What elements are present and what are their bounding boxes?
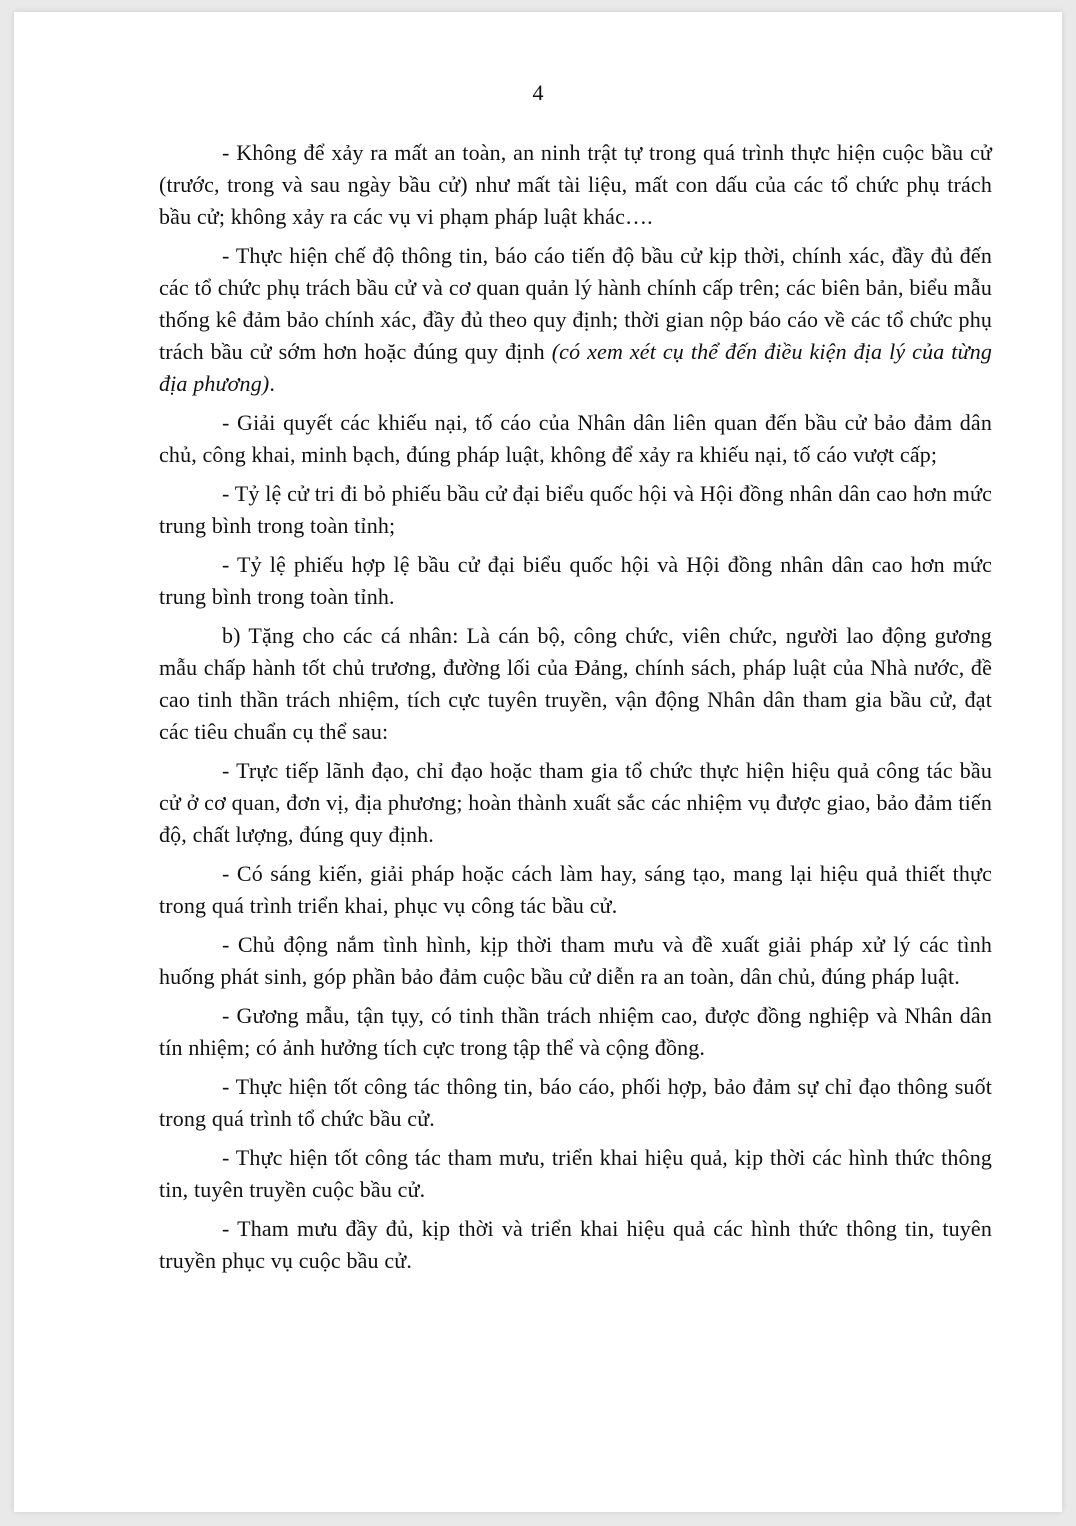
- paragraph-italic-note: (có xem xét cụ thể đến điều kiện địa lý của từng địa phương): [159, 339, 992, 396]
- paragraph: - Không để xảy ra mất an toàn, an ninh trật tự trong quá trình thực hiện cuộc bầu cử (trước, trong và sau ngày bầu cử) như mất tài liệu, mất con dấu của các tổ chức phụ trách bầu cử; không xảy ra các vụ vi phạm pháp luật khác….: [159, 140, 992, 229]
- paragraph: - Giải quyết các khiếu nại, tố cáo của Nhân dân liên quan đến bầu cử bảo đảm dân chủ, công khai, minh bạch, đúng pháp luật, không để xảy ra khiếu nại, tố cáo vượt cấp;: [159, 410, 992, 467]
- paragraph: - Gương mẫu, tận tụy, có tinh thần trách nhiệm cao, được đồng nghiệp và Nhân dân tín nhiệm; có ảnh hưởng tích cực trong tập thể và cộng đồng.: [159, 1003, 992, 1060]
- paragraph: - Chủ động nắm tình hình, kịp thời tham mưu và đề xuất giải pháp xử lý các tình huống phát sinh, góp phần bảo đảm cuộc bầu cử diễn ra an toàn, dân chủ, đúng pháp luật.: [159, 932, 992, 989]
- page-number: 4: [532, 80, 544, 105]
- paragraph-ending: .: [269, 371, 275, 396]
- paragraph-text: - Thực hiện chế độ thông tin, báo cáo tiến độ bầu cử kịp thời, chính xác, đầy đủ đến các tổ chức phụ trách bầu cử và cơ quan quản lý hành chính cấp trên; các biên bản, biểu mẫu thống kê đảm bảo chính xác, đầy đủ theo quy định; thời gian nộp báo cáo về các tổ chức phụ trách bầu cử sớm hơn hoặc đúng quy định: [159, 243, 992, 364]
- paragraph: - Tỷ lệ phiếu hợp lệ bầu cử đại biểu quốc hội và Hội đồng nhân dân cao hơn mức trung bình trong toàn tỉnh.: [159, 552, 992, 609]
- paragraph: - Có sáng kiến, giải pháp hoặc cách làm hay, sáng tạo, mang lại hiệu quả thiết thực trong quá trình triển khai, phục vụ công tác bầu cử.: [159, 861, 992, 918]
- paragraph: - Trực tiếp lãnh đạo, chỉ đạo hoặc tham gia tổ chức thực hiện hiệu quả công tác bầu cử ở cơ quan, đơn vị, địa phương; hoàn thành xuất sắc các nhiệm vụ được giao, bảo đảm tiến độ, chất lượng, đúng quy định.: [159, 758, 992, 847]
- document-body: [159, 137, 992, 1284]
- paragraph: b) Tặng cho các cá nhân: Là cán bộ, công chức, viên chức, người lao động gương mẫu chấp hành tốt chủ trương, đường lối của Đảng, chính sách, pháp luật của Nhà nước, đề cao tinh thần trách nhiệm, tích cực tuyên truyền, vận động Nhân dân tham gia bầu cử, đạt các tiêu chuẩn cụ thể sau:: [159, 623, 992, 744]
- paragraph: - Tham mưu đầy đủ, kịp thời và triển khai hiệu quả các hình thức thông tin, tuyên truyền phục vụ cuộc bầu cử.: [159, 1216, 992, 1273]
- paragraph: [159, 240, 992, 400]
- paragraph: - Tỷ lệ cử tri đi bỏ phiếu bầu cử đại biểu quốc hội và Hội đồng nhân dân cao hơn mức trung bình trong toàn tỉnh;: [159, 481, 992, 538]
- paragraph: - Thực hiện tốt công tác thông tin, báo cáo, phối hợp, bảo đảm sự chỉ đạo thông suốt trong quá trình tổ chức bầu cử.: [159, 1074, 992, 1131]
- paragraph: - Thực hiện tốt công tác tham mưu, triển khai hiệu quả, kịp thời các hình thức thông tin, tuyên truyền cuộc bầu cử.: [159, 1145, 992, 1202]
